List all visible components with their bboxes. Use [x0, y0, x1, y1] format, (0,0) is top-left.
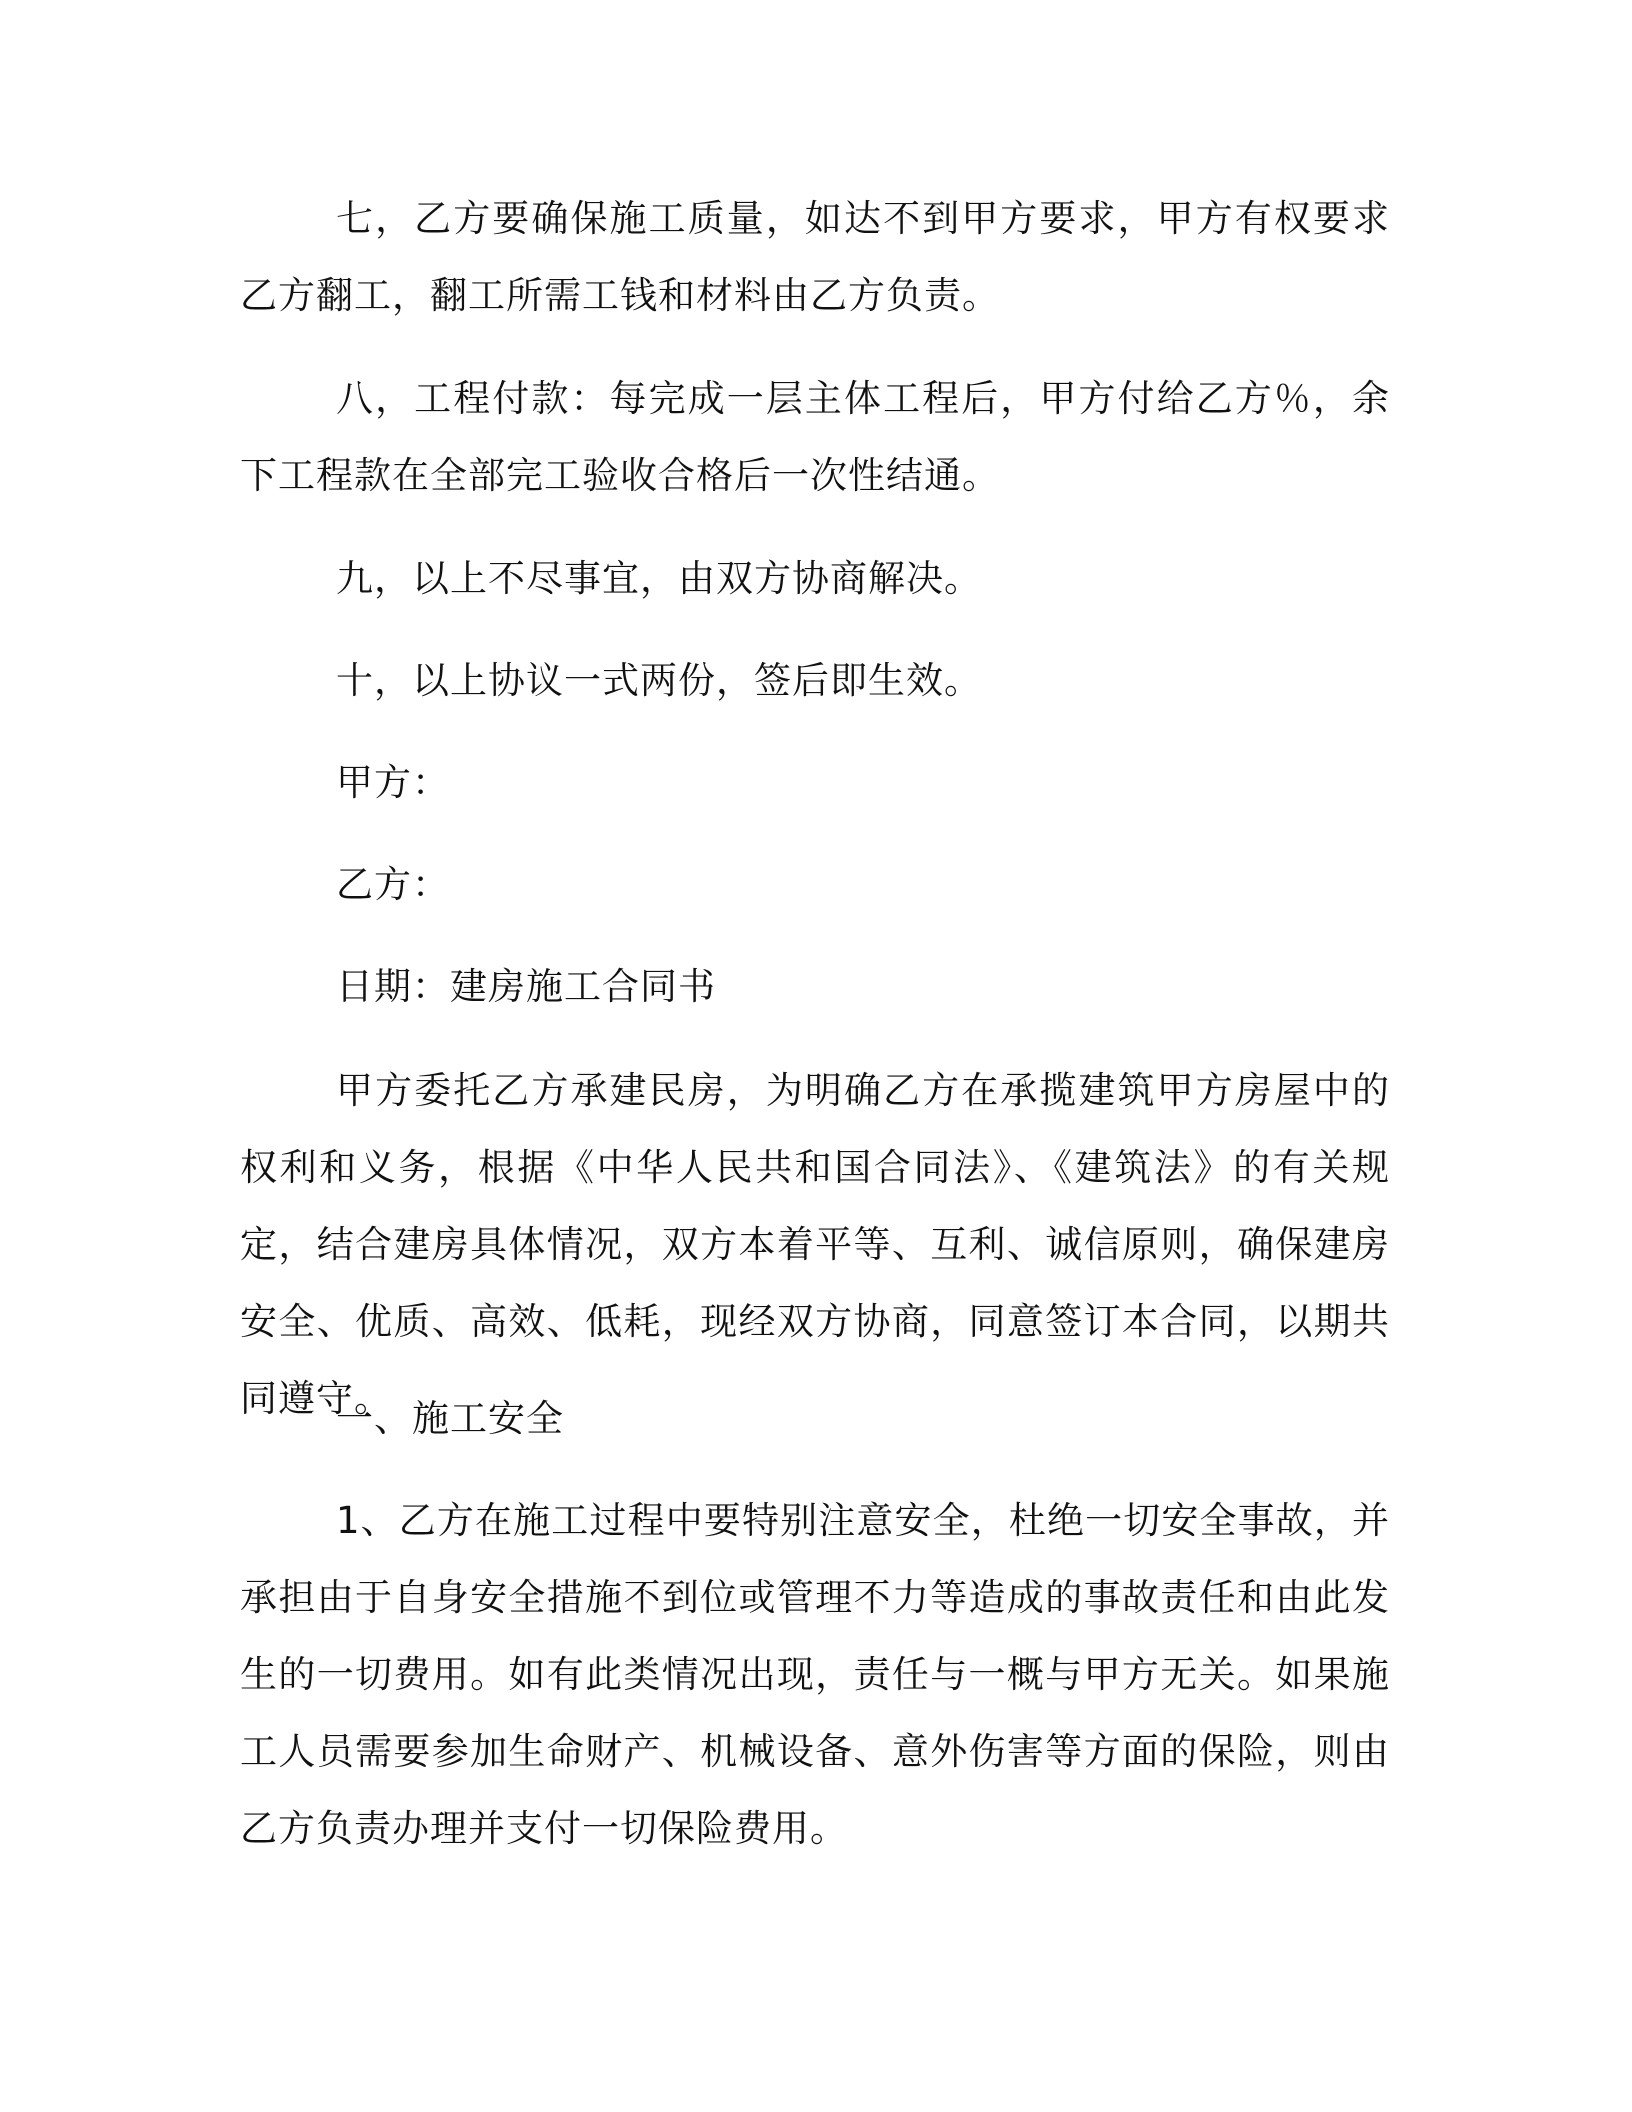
- clause-7-paragraph: 七，乙方要确保施工质量，如达不到甲方要求，甲方有权要求乙方翻工，翻工所需工钱和材料由乙方负责。: [240, 197, 1390, 317]
- date-and-contract-title: 日期：建房施工合同书: [336, 965, 716, 1008]
- section-heading-construction-safety: 一、施工安全: [336, 1397, 564, 1440]
- party-a-signature-line: 甲方：: [336, 761, 450, 804]
- clause-10-paragraph: 十，以上协议一式两份，签后即生效。: [336, 659, 982, 702]
- contract-preamble-paragraph: 甲方委托乙方承建民房，为明确乙方在承揽建筑甲方房屋中的权利和义务，根据《中华人民共和国合同法》、《建筑法》的有关规定，结合建房具体情况，双方本着平等、互利、诚信原则，确保建房安全、优质、高效、低耗，现经双方协商，同意签订本合同，以期共同遵守。: [240, 1069, 1390, 1420]
- clause-8-paragraph: 八，工程付款：每完成一层主体工程后，甲方付给乙方％，余下工程款在全部完工验收合格后一次性结通。: [240, 377, 1390, 497]
- safety-clause-1-paragraph: 1、乙方在施工过程中要特别注意安全，杜绝一切安全事故，并承担由于自身安全措施不到位或管理不力等造成的事故责任和由此发生的一切费用。如有此类情况出现，责任与一概与甲方无关。如果施工人员需要参加生命财产、机械设备、意外伤害等方面的保险，则由乙方负责办理并支付一切保险费用。: [240, 1499, 1390, 1850]
- party-b-signature-line: 乙方：: [336, 863, 450, 906]
- clause-9-paragraph: 九，以上不尽事宜，由双方协商解决。: [336, 557, 982, 600]
